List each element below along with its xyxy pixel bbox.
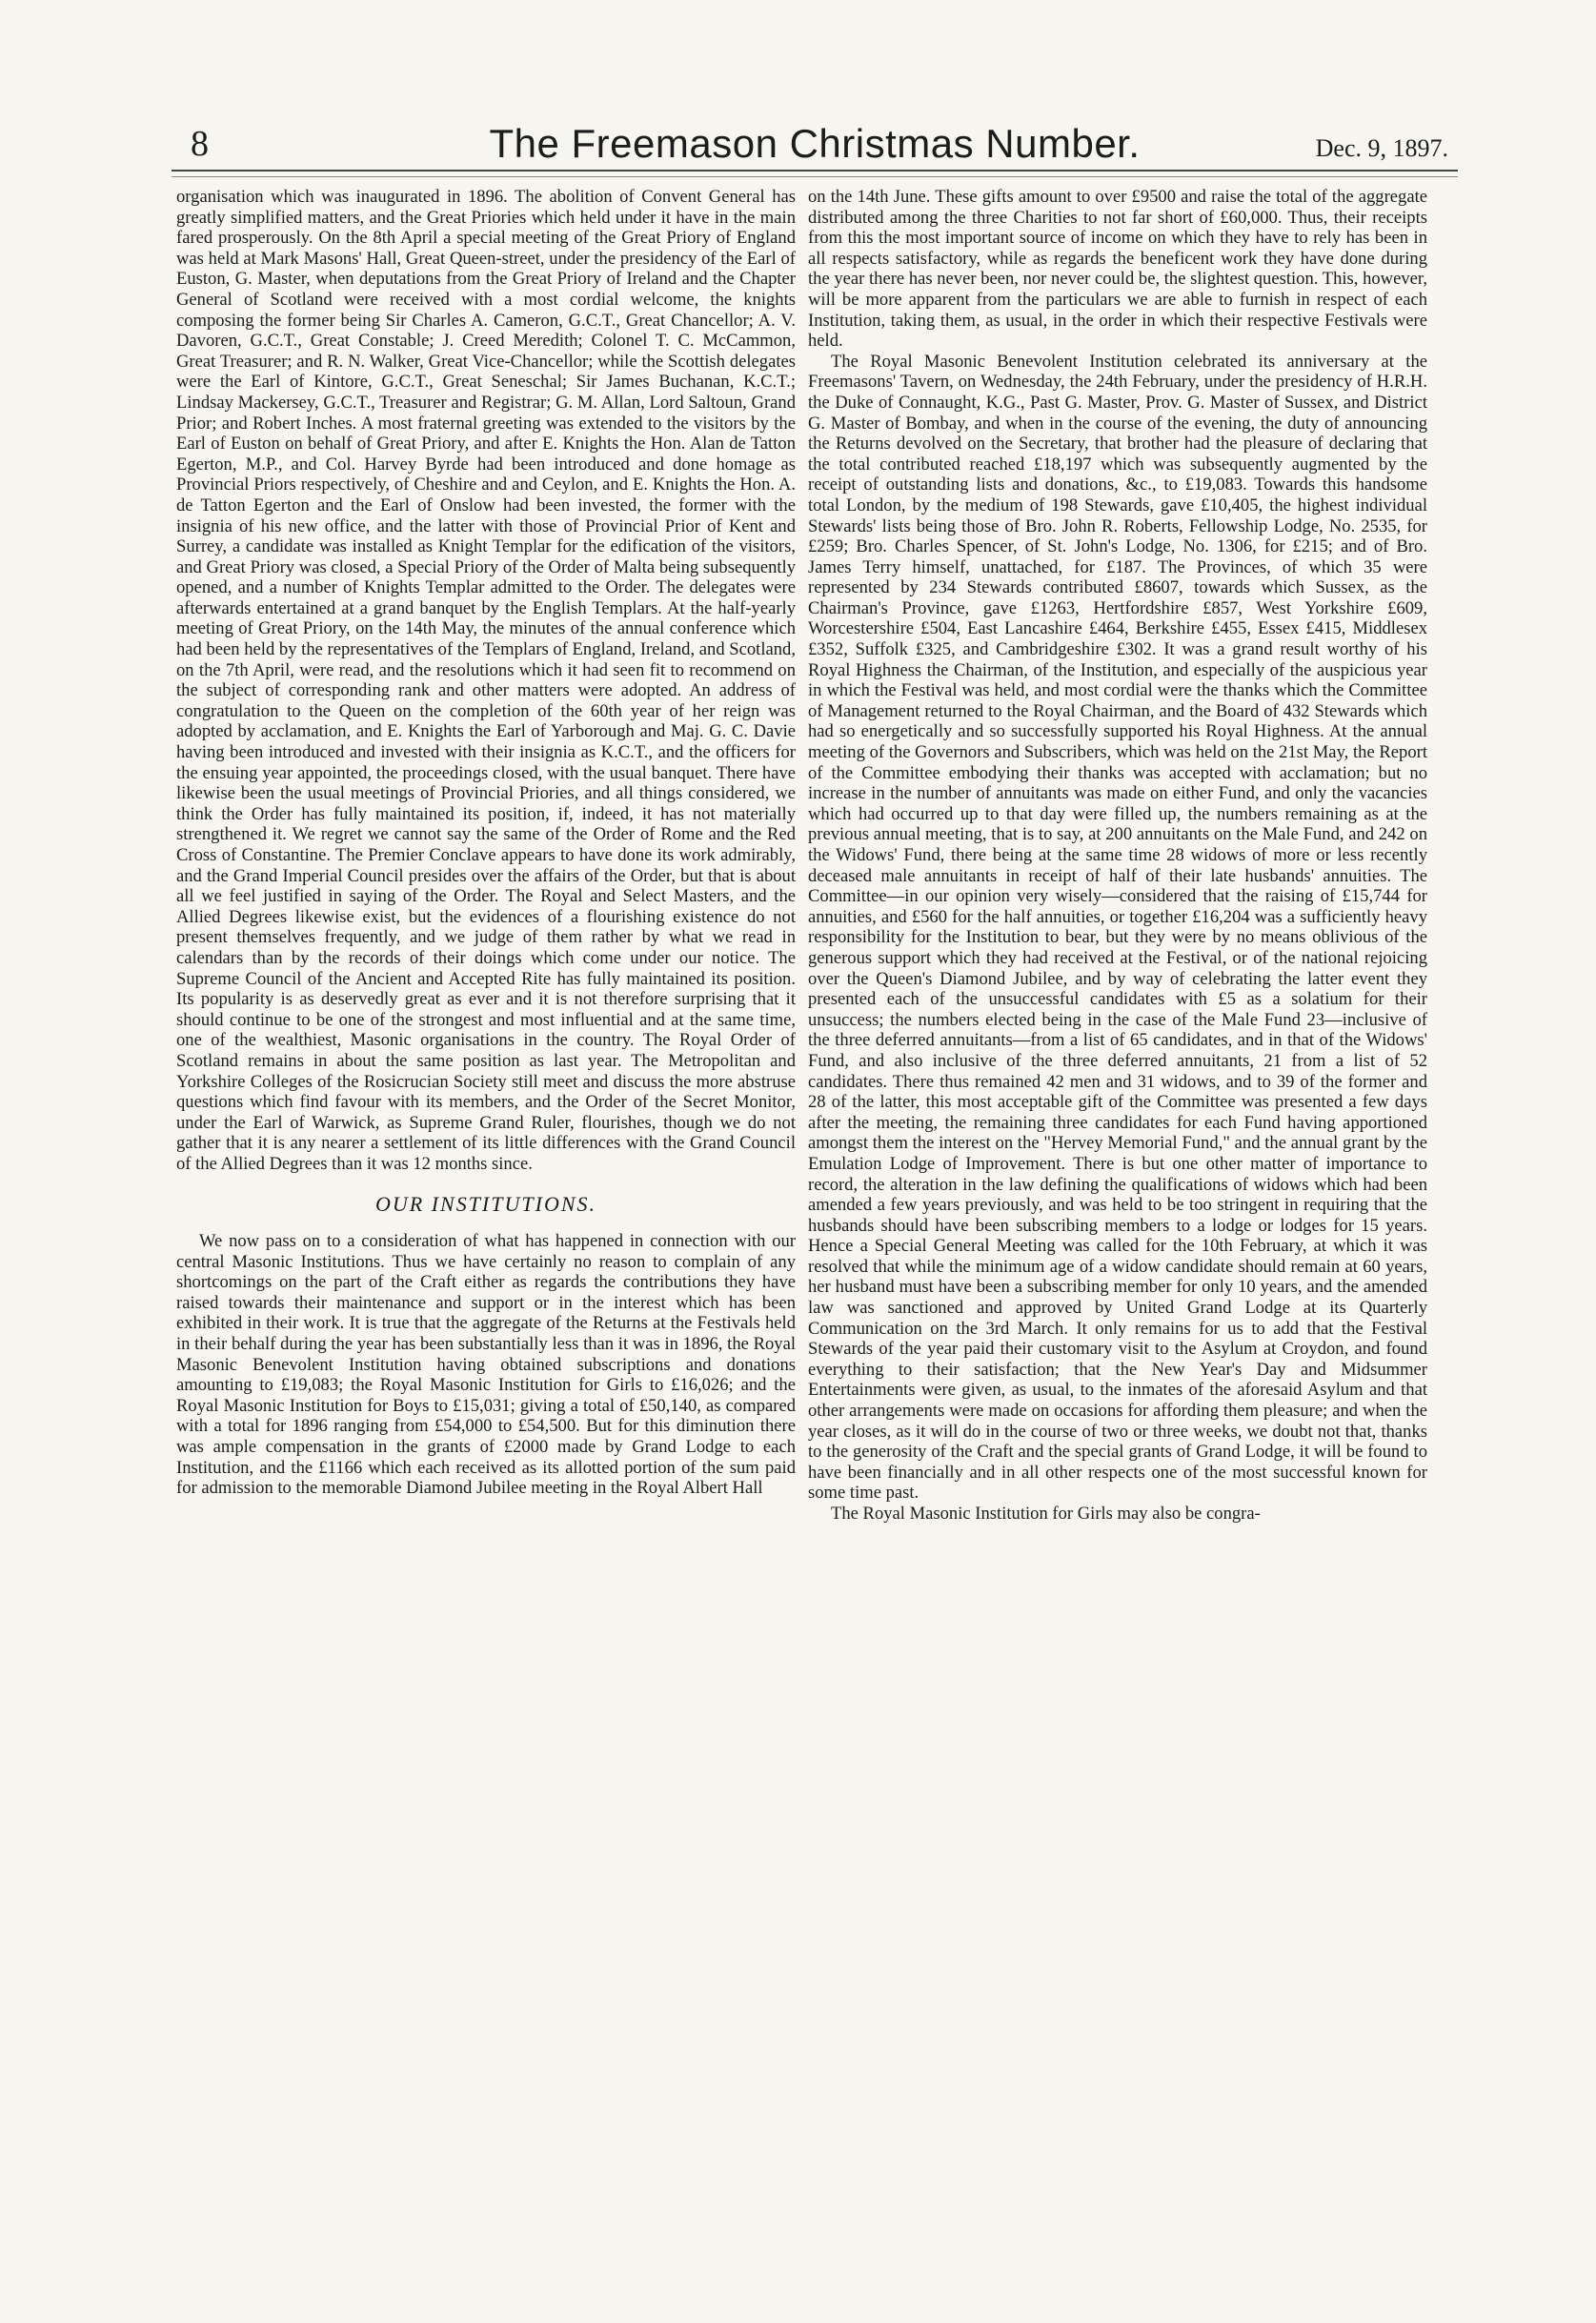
issue-date: Dec. 9, 1897. — [1315, 134, 1448, 162]
section-heading: OUR INSTITUTIONS. — [374, 1191, 597, 1216]
page-number: 8 — [191, 124, 209, 164]
header-rule — [172, 170, 1458, 172]
header-rule-thin — [172, 176, 1458, 177]
right-column — [808, 187, 1427, 2293]
article-paragraph: The Royal Masonic Benevolent Institution celebrated its anniversary at the Freemasons' Tavern, on Wednesday, the 24th February, under the presidency of H.R.H. the Duke of Connaught, K.G., Past G. Master, Prov. G. Master of Sussex, and District G. Master of Bombay, and when in the course of the evening, the duty of announcing the Returns devolved on the Secretary, that brother had the pleasure of declaring that the total contributed reached £18,197 which was subsequently augmented by the receipt of outstanding lists and donations, &c., to £19,083. Towards this handsome total London, by the medium of 198 Stewards, gave £10,405, the highest individual Stewards' lists being those of Bro. John R. Roberts, Fellowship Lodge, No. 2535, for £259; Bro. Charles Spencer, of St. John's Lodge, No. 1306, for £215; and of Bro. James Terry himself, unattached, for £187. The Provinces, of which 35 were represented by 234 Stewards contributed £8607, towards which Sussex, as the Chairman's Province, gave £1263, Hertfordshire £857, West Yorkshire £609, Worcestershire £504, East Lancashire £464, Berkshire £455, Essex £415, Middlesex £352, Suffolk £325, and Cambridgeshire £302. It was a grand result worthy of his Royal Highness the Chairman, of the Institution, and especially of the auspicious year in which the Festival was held, and most cordial were the thanks which the Committee of Management returned to the Royal Chairman, and the Board of 432 Stewards which had so energetically and so successfully supported his Royal Highness. At the annual meeting of the Governors and Subscribers, which was held on the 21st May, the Report of the Committee embodying their thanks was accepted with acclamation; but no increase in the number of annuitants was made on either Fund, and only the vacancies which had occurred up to that day were filled up, the numbers remaining as at the previous annual meeting, that is to say, at 200 annuitants on the Male Fund, and 242 on the Widows' Fund, there being at the same time 28 widows of more or less recently deceased male annuitants in receipt of half of their late husbands' annuities. The Committee—in our opinion very wisely—considered that the raising of £15,744 for annuities, and £560 for the half annuities, or together £16,204 was a sufficiently heavy responsibility for the Institution to bear, but they were by no means oblivious of the generous support which they had received at the Festival, or of the national rejoicing over the Queen's Diamond Jubilee, and by way of celebrating the latter event they presented each of the unsuccessful candidates with £5 as a solatium for their unsuccess; the numbers elected being in the case of the Male Fund 23—inclusive of the three deferred annuitants—from a list of 65 candidates, and in that of the Widows' Fund, and also inclusive of the three deferred annuitants, 21 from a list of 52 candidates. There thus remained 42 men and 31 widows, and to 39 of the former and 28 of the latter, this most acceptable gift of the Committee was presented a few days after the meeting, the remaining three candidates for each Fund having apportioned amongst them the interest on the "Hervey Memorial Fund," and the annual grant by the Emulation Lodge of Improvement. There is but one other matter of importance to record, the alteration in the law defining the qualifications of widows which had been amended a few years previously, and was held to be too stringent in requiring that the husbands should have been subscribing members to a lodge or lodges for 15 years. Hence a Special General Meeting was called for the 10th February, at which it was resolved that while the minimum age of a widow candidate should remain at 60 years, her husband must have been a subscribing member for only 10 years, and the amended law was sanctioned and approved by United Grand Lodge at its Quarterly Communication on the 3rd March. It only remains for us to add that the Festival Stewards of the year paid their customary visit to the Asylum at Croydon, and found everything to their satisfaction; that the New Year's Day and Midsummer Entertainments were given, as usual, to the inmates of the aforesaid Asylum and that other arrangements were made on occasions for affording them pleasure; and when the year closes, as it will do in the course of two or three weeks, we doubt not that, thanks to the generosity of the Craft and the special grants of Grand Lodge, it will be found to have been financially and in all other respects one of the most successful known for some time past. — [808, 351, 1427, 1504]
article-paragraph: The Royal Masonic Institution for Girls may also be congra- — [831, 1504, 1261, 1524]
page-header — [172, 120, 1458, 168]
article-paragraph: organisation which was inaugurated in 1896. The abolition of Convent General has greatly simplified matters, and the Great Priories which held under it have in the main fared prosperously. On the 8th April a special meeting of the Great Priory of England was held at Mark Masons' Hall, Great Queen-street, under the presidency of the Earl of Euston, G. Master, when deputations from the Great Priory of Ireland and the Chapter General of Scotland were received with a most cordial welcome, the knights composing the former being Sir Charles A. Cameron, G.C.T., Great Chancellor; A. V. Davoren, G.C.T., Great Constable; J. Creed Meredith; Colonel T. C. McCammon, Great Treasurer; and R. N. Walker, Great Vice-Chancellor; while the Scottish delegates were the Earl of Kintore, G.C.T., Great Seneschal; Sir James Buchanan, K.C.T.; Lindsay Mackersey, G.C.T., Treasurer and Registrar; G. M. Allan, Lord Saltoun, Grand Prior; and Robert Inches. A most fraternal greeting was extended to the visitors by the Earl of Euston on behalf of Great Priory, and after E. Knights the Hon. Alan de Tatton Egerton, M.P., and Col. Harvey Byrde had been introduced and done homage as Provincial Priors respectively, of Cheshire and and Ceylon, and E. Knights the Hon. A. de Tatton Egerton and the Earl of Onslow had been invested, the former with the insignia of his new office, and the latter with those of Provincial Prior of Kent and Surrey, a candidate was installed as Knight Templar for the edification of the visitors, and Great Priory was closed, a Special Priory of the Order of Malta being subsequently opened, and a number of Knights Templar admitted to the Order. The delegates were afterwards entertained at a grand banquet by the English Templars. At the half-yearly meeting of Great Priory, on the 14th May, the minutes of the annual conference which had been held by the representatives of the Templars of England, Ireland, and Scotland, on the 7th April, were read, and the resolutions which it had seen fit to recommend on the subject of corresponding rank and other matters were adopted. An address of congratulation to the Queen on the completion of the 60th year of her reign was adopted by acclamation, and E. Knights the Earl of Yarborough and Maj. G. C. Davie having been introduced and invested with their insignia as K.C.T., and the officers for the ensuing year appointed, the proceedings closed, with the usual banquet. There have likewise been the usual meetings of Provincial Priories, and all things considered, we think the Order has fully maintained its position, if, indeed, it has not materially strengthened it. We regret we cannot say the same of the Order of Rome and the Red Cross of Constantine. The Premier Conclave appears to have done its work admirably, and the Grand Imperial Council presides over the affairs of the Order, but that is about all we feel justified in saying of the Order. The Royal and Select Masters, and the Allied Degrees likewise exist, but the evidences of a flourishing existence do not present themselves frequently, and we judge of them rather by what we read in calendars than by the records of their doings which come under our notice. The Supreme Council of the Ancient and Accepted Rite has fully maintained its position. Its popularity is as deservedly great as ever and it is not therefore surprising that it should continue to be one of the strongest and most influential and at the same time, one of the wealthiest, Masonic organisations in the country. The Royal Order of Scotland remains in about the same position as last year. The Metropolitan and Yorkshire Colleges of the Rosicrucian Society still meet and discuss the more abstruse questions which find favour with its members, and the Order of the Secret Monitor, under the Earl of Warwick, as Supreme Grand Ruler, flourishes, though we do not gather that it is any nearer a settlement of its little differences with the Grand Council of the Allied Degrees than it was 12 months since. — [176, 187, 796, 1174]
left-column — [176, 187, 796, 2293]
article-paragraph: on the 14th June. These gifts amount to over £9500 and raise the total of the aggregate distributed among the three Charities to not far short of £60,000. Thus, their receipts from this the most important source of income on which they have to rely has been in all respects satisfactory, while as regards the beneficent work they have done during the year there has never been, nor never could be, the slightest question. This, however, will be more apparent from the particulars we are able to furnish in respect of each Institution, taking them, as usual, in the order in which their respective Festivals were held. — [808, 187, 1427, 352]
publication-title: The Freemason Christmas Number. — [489, 121, 1141, 166]
article-paragraph: We now pass on to a consideration of what has happened in connection with our central Masonic Institutions. Thus we have certainly no reason to complain of any shortcomings on the part of the Craft either as regards the contributions they have raised towards their maintenance and support or in the interest which has been exhibited in their work. It is true that the aggregate of the Returns at the Festivals held in their behalf during the year has been substantially less than it was in 1896, the Royal Masonic Benevolent Institution having obtained subscriptions and donations amounting to £19,083; the Royal Masonic Institution for Girls to £16,026; and the Royal Masonic Institution for Boys to £15,031; giving a total of £50,140, as compared with a total for 1896 ranging from £54,000 to £54,500. But for this diminution there was ample compensation in the grants of £2000 made by Grand Lodge to each Institution, and the £1166 which each received as its allotted portion of the sum paid for admission to the memorable Diamond Jubilee meeting in the Royal Albert Hall — [176, 1231, 796, 1499]
